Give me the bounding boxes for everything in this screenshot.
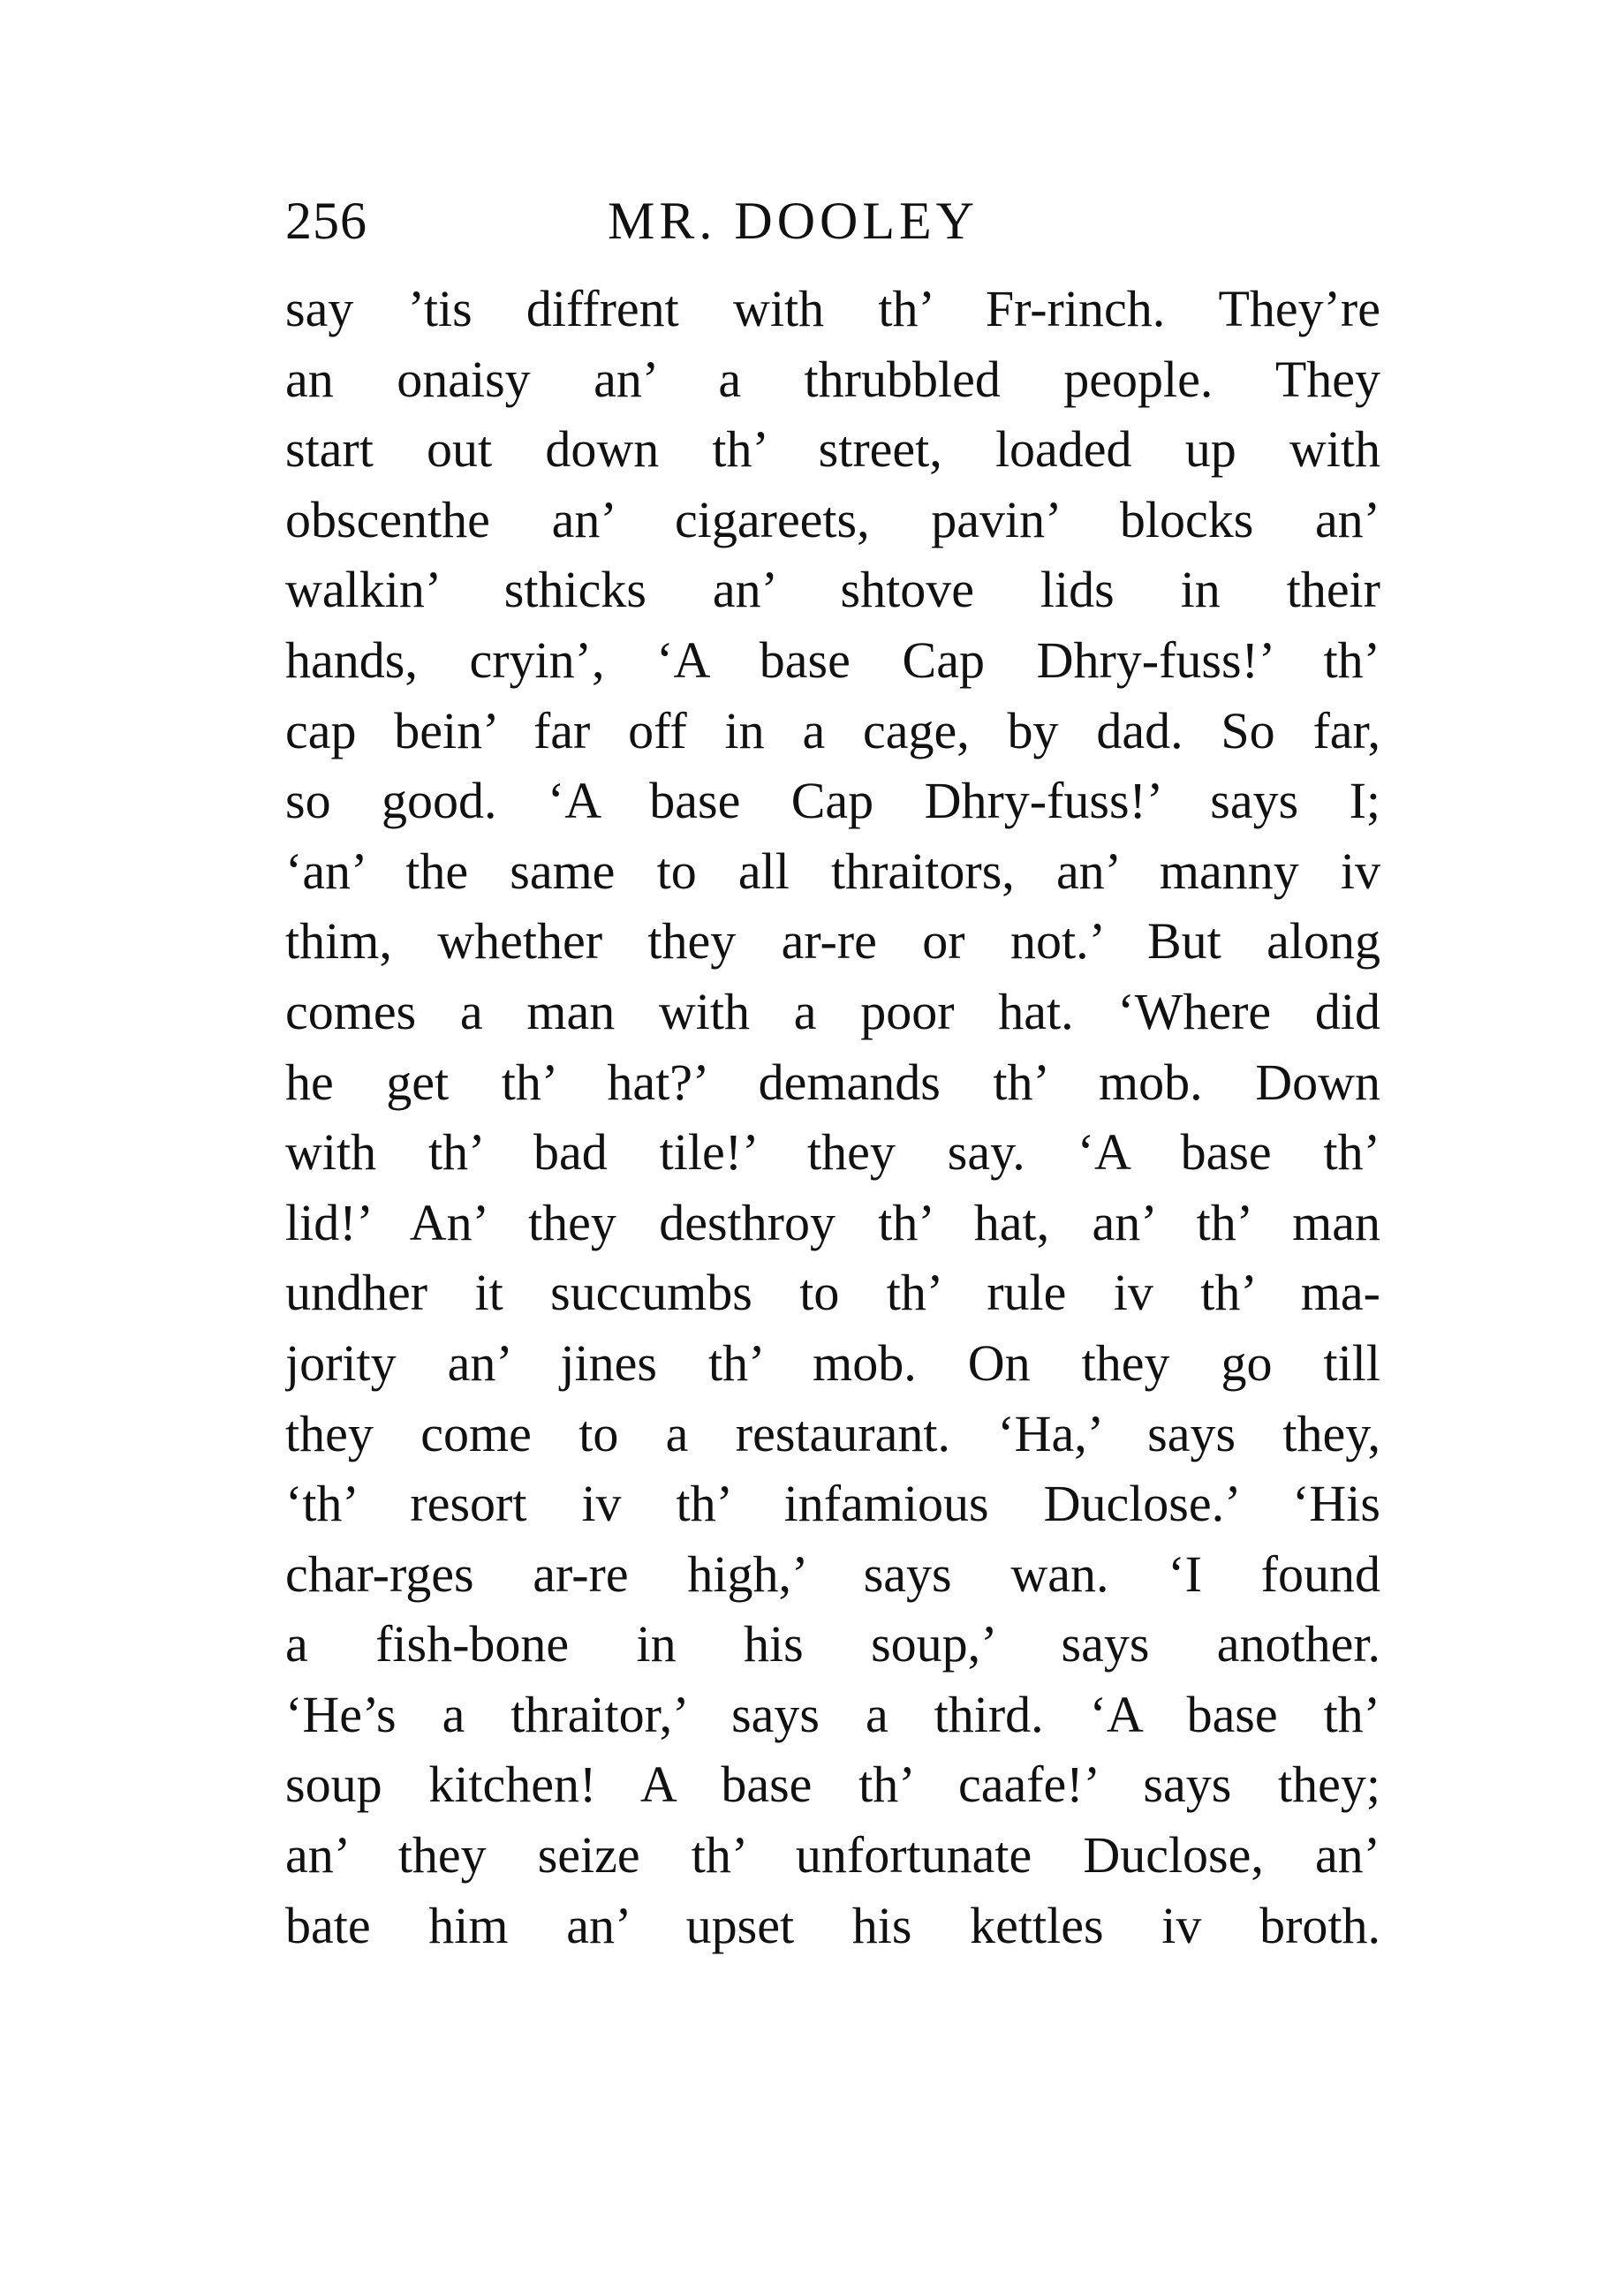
text-line: ‘He’s a thraitor,’ says a third. ‘A base th’ (285, 1685, 1380, 1743)
text-line: soup kitchen! A base th’ caafe!’ says they; (285, 1756, 1380, 1814)
text-line: ‘th’ resort iv th’ infamious Duclose.’ ‘His (285, 1475, 1380, 1533)
text-line: a fish-bone in his soup,’ says another. (285, 1615, 1380, 1673)
text-line: cap bein’ far off in a cage, by dad. So far, (285, 701, 1380, 759)
text-line: bate him an’ upset his kettles iv broth. (285, 1896, 1380, 1954)
text-line: with th’ bad tile!’ they say. ‘A base th’ (285, 1123, 1380, 1182)
text-line: an onaisy an’ a thrubbled people. They (285, 350, 1380, 408)
text-line: hands, cryin’, ‘A base Cap Dhry-fuss!’ th’ (285, 631, 1380, 689)
text-line: walkin’ sthicks an’ shtove lids in their (285, 561, 1380, 619)
running-head (285, 181, 1380, 261)
text-line: jority an’ jines th’ mob. On they go till (285, 1333, 1380, 1392)
text-line: char-rges ar-re high,’ says wan. ‘I found (285, 1545, 1380, 1603)
text-line: an’ they seize th’ unfortunate Duclose, an’ (285, 1826, 1380, 1884)
text-line: so good. ‘A base Cap Dhry-fuss!’ says I; (285, 772, 1380, 830)
text-line: obscenthe an’ cigareets, pavin’ blocks an’ (285, 490, 1380, 548)
text-line: they come to a restaurant. ‘Ha,’ says they, (285, 1404, 1380, 1462)
running-title: MR. DOOLEY (608, 192, 979, 250)
text-line: start out down th’ street, loaded up with (285, 420, 1380, 479)
page-number: 256 (285, 192, 367, 250)
text-line: lid!’ An’ they desthroy th’ hat, an’ th’ man (285, 1193, 1380, 1251)
text-line: thim, whether they ar-re or not.’ But along (285, 912, 1380, 971)
text-line: say ’tis diffrent with th’ Fr-rinch. They’re (285, 280, 1380, 337)
body-text (285, 274, 1380, 1960)
text-line: ‘an’ the same to all thraitors, an’ manny iv (285, 842, 1380, 900)
text-line: he get th’ hat?’ demands th’ mob. Down (285, 1053, 1380, 1111)
text-line: comes a man with a poor hat. ‘Where did (285, 982, 1380, 1040)
text-line: undher it succumbs to th’ rule iv th’ ma- (285, 1264, 1380, 1322)
